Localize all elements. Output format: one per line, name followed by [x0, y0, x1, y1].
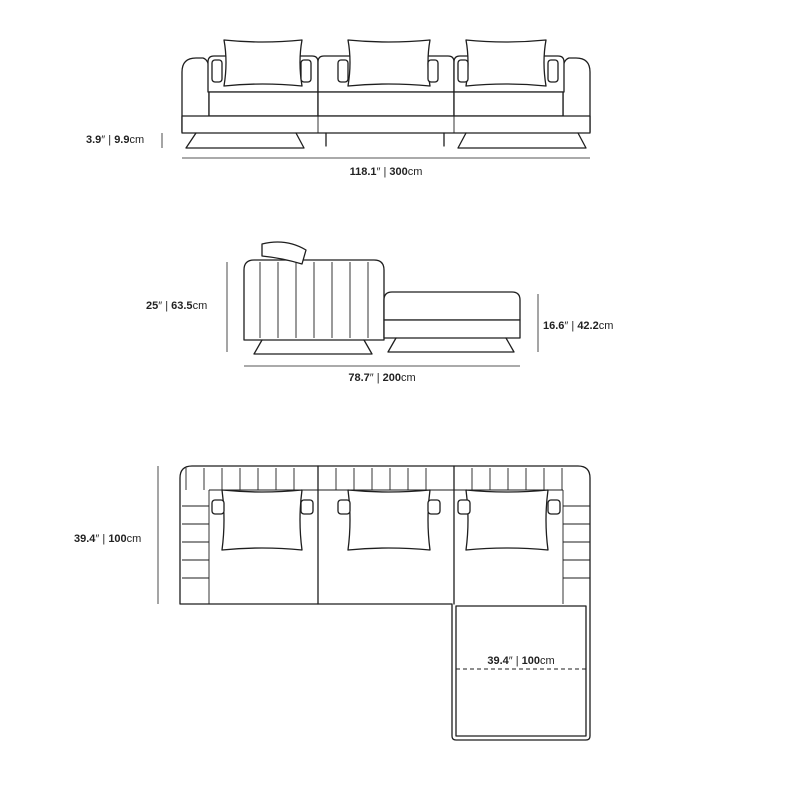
front-bolster: [212, 60, 222, 82]
top-view: [158, 466, 590, 740]
front-leg: [458, 133, 586, 148]
front-pillow-left: [224, 40, 302, 86]
dim-seat-depth: 39.4″ | 100cm: [74, 533, 142, 545]
dim-total-width: 118.1″ | 300cm: [349, 166, 423, 178]
front-base: [182, 116, 590, 133]
side-leg: [254, 340, 372, 354]
front-bolster: [548, 60, 558, 82]
side-view: [227, 242, 538, 366]
top-pillow-right: [466, 490, 548, 550]
top-bolster: [548, 500, 560, 514]
front-seat-cushion-left: [209, 92, 318, 116]
front-seat-cushion-middle: [318, 92, 454, 116]
front-view: [162, 40, 590, 158]
front-leg: [326, 133, 444, 146]
top-bolster: [428, 500, 440, 514]
side-leg: [388, 338, 514, 352]
dim-seat-height: 16.6″ | 42.2cm: [543, 320, 614, 332]
dim-leg-height: 3.9″ | 9.9cm: [86, 134, 145, 146]
dim-back-height: 25″ | 63.5cm: [146, 300, 208, 312]
dim-ottoman-width: 39.4″ | 100cm: [487, 655, 555, 667]
front-seat-cushion-right: [454, 92, 563, 116]
front-bolster: [458, 60, 468, 82]
top-bolster: [338, 500, 350, 514]
front-bolster: [338, 60, 348, 82]
top-bolster: [458, 500, 470, 514]
top-bolster: [301, 500, 313, 514]
side-ottoman-cushion: [384, 292, 520, 320]
side-ottoman-base: [384, 320, 520, 338]
top-pillow-left: [222, 490, 302, 550]
dim-side-depth: 78.7″ | 200cm: [348, 372, 416, 384]
front-pillow-right: [466, 40, 546, 86]
front-leg: [186, 133, 304, 148]
top-pillow-middle: [348, 490, 430, 550]
front-pillow-middle: [348, 40, 430, 86]
front-bolster: [301, 60, 311, 82]
front-bolster: [428, 60, 438, 82]
top-bolster: [212, 500, 224, 514]
